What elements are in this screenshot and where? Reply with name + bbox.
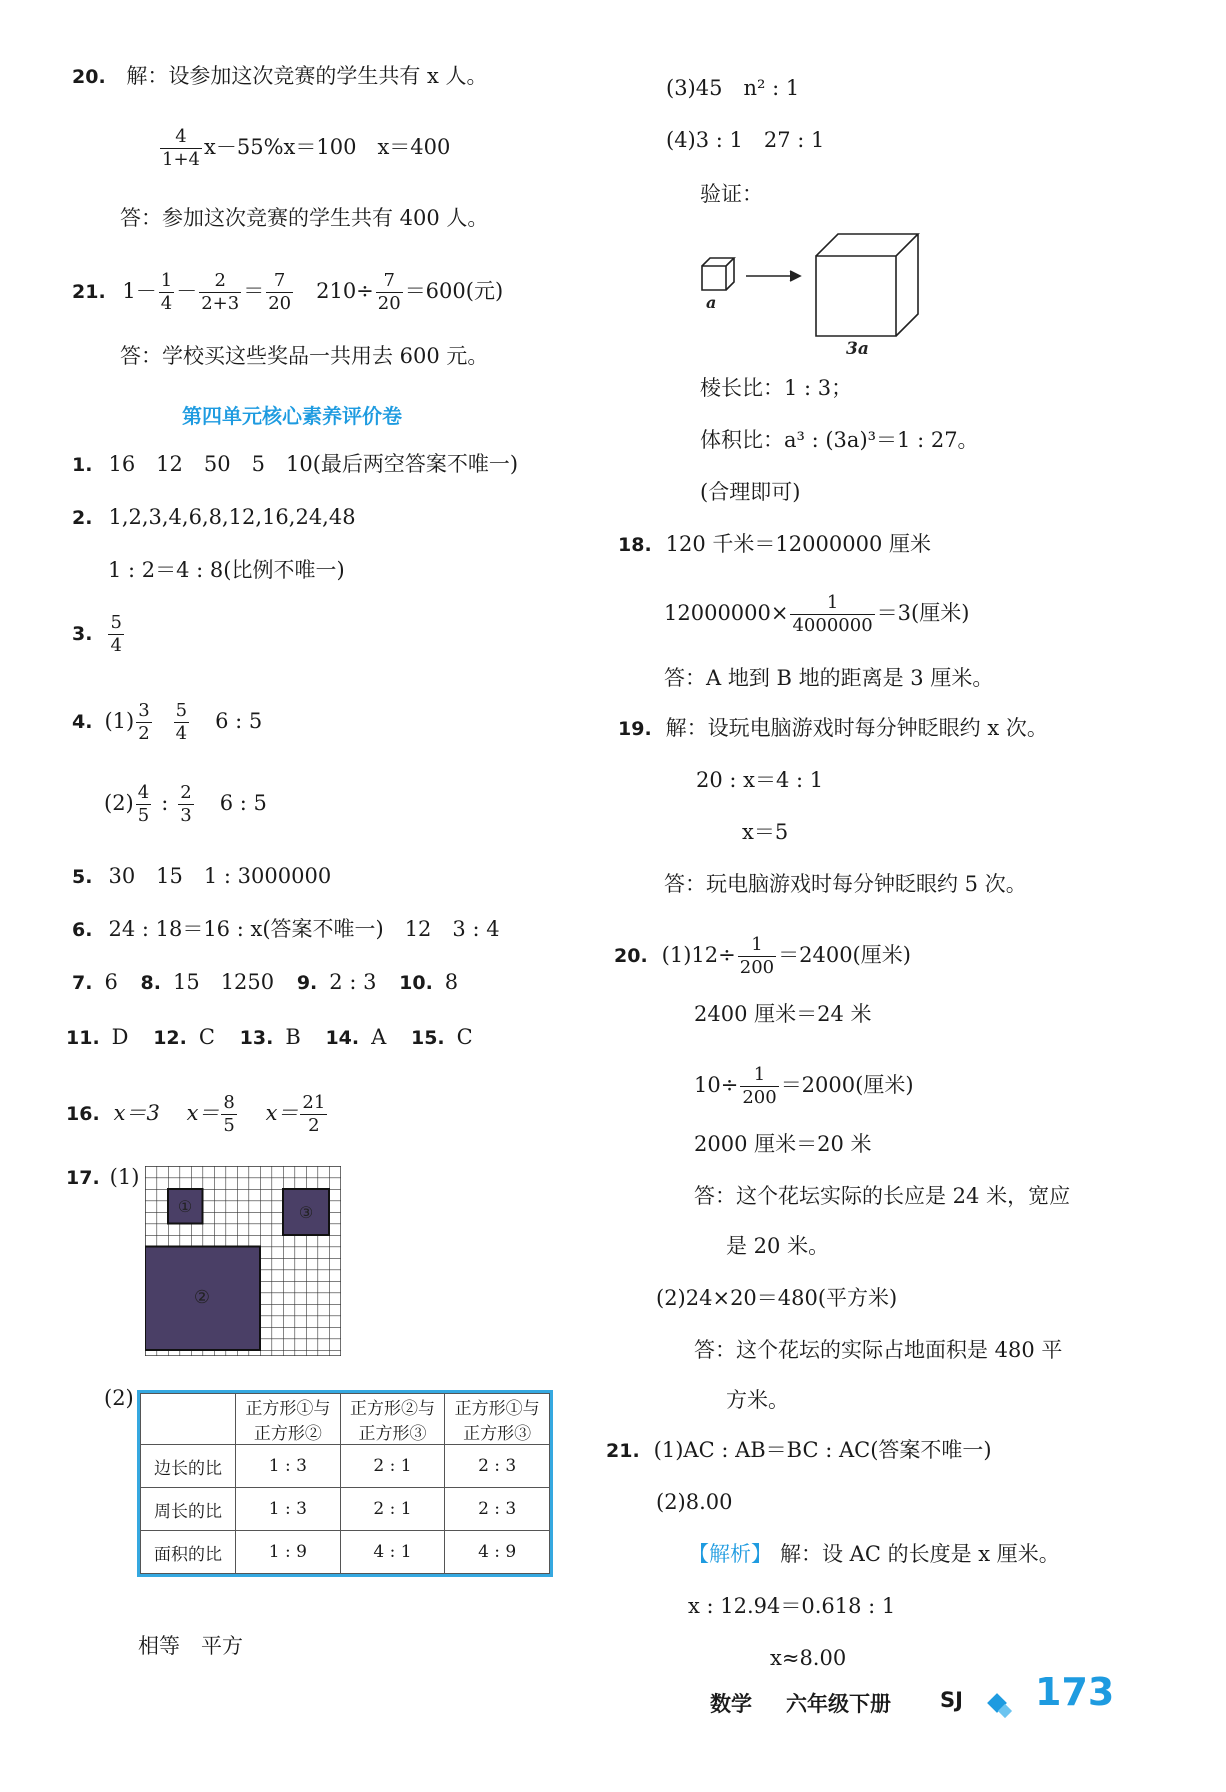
header-line: 正方形①与 bbox=[454, 1399, 540, 1419]
r-p4: (4)3 : 1 27 : 1 bbox=[666, 128, 825, 152]
table-cell: 2 : 1 bbox=[340, 1445, 445, 1488]
q4-b-f2 bbox=[178, 782, 193, 827]
q4-a-label: (1) bbox=[104, 709, 135, 733]
r19-line1 bbox=[618, 714, 1048, 743]
q14-val: A bbox=[371, 1025, 387, 1049]
q20-num: 20. bbox=[72, 66, 106, 88]
frac-den: 4 bbox=[175, 723, 188, 744]
frac-num: 1 bbox=[738, 934, 776, 957]
q20r-l1b: ＝2400(厘米) bbox=[778, 943, 911, 967]
r-volume: 体积比：a³ : (3a)³＝1 : 27。 bbox=[700, 428, 979, 452]
r21-line3 bbox=[688, 1540, 1060, 1568]
row-label: 周长的比 bbox=[141, 1488, 236, 1531]
q19-num: 19. bbox=[618, 718, 652, 740]
frac-den: 20 bbox=[268, 293, 292, 314]
cube-diagram bbox=[698, 228, 928, 358]
frac-den: 5 bbox=[137, 805, 150, 826]
q15-num: 15. bbox=[410, 1027, 445, 1049]
table-cell: 2 : 1 bbox=[340, 1488, 445, 1531]
frac-num: 2 bbox=[199, 270, 241, 293]
q21-f3 bbox=[266, 270, 293, 315]
q20-frac bbox=[160, 126, 202, 171]
q20r-l3b: ＝2000(厘米) bbox=[780, 1073, 914, 1097]
frac-num: 8 bbox=[223, 1092, 235, 1113]
header-line: 正方形①与 bbox=[245, 1399, 331, 1419]
q20-equation bbox=[158, 126, 450, 171]
row-label: 面积的比 bbox=[141, 1531, 236, 1574]
q21r-num: 21. bbox=[606, 1440, 640, 1462]
frac-den: 4 bbox=[110, 635, 122, 656]
q8-num: 8. bbox=[140, 972, 161, 994]
r20-ans2: 答：这个花坛的实际占地面积是 480 平 bbox=[694, 1338, 1063, 1362]
q4-a-f1 bbox=[136, 700, 151, 745]
q11-val: D bbox=[111, 1025, 129, 1049]
q7-line bbox=[72, 968, 458, 997]
footer-subject: 数学 bbox=[710, 1692, 752, 1716]
frac-den: 1+4 bbox=[162, 149, 200, 170]
q1-line bbox=[72, 450, 518, 479]
q1-num: 1. bbox=[72, 454, 93, 476]
frac-den: 2+3 bbox=[201, 293, 240, 314]
r21-line2: (2)8.00 bbox=[656, 1490, 733, 1514]
frac-num: 21 bbox=[302, 1092, 326, 1113]
r21-line5: x≈8.00 bbox=[770, 1646, 847, 1670]
q21-num: 21. bbox=[72, 281, 106, 303]
header-line: 正方形② bbox=[253, 1424, 322, 1444]
frac-num: 7 bbox=[376, 270, 403, 293]
ratio-table bbox=[140, 1393, 550, 1574]
analysis-tag: 【解析】 bbox=[688, 1542, 772, 1566]
q20-line bbox=[72, 62, 488, 91]
q10-num: 10. bbox=[399, 972, 433, 994]
table-header bbox=[340, 1394, 445, 1445]
table-corner bbox=[141, 1394, 236, 1445]
q9-num: 9. bbox=[296, 972, 318, 994]
q10-val: 8 bbox=[444, 970, 459, 994]
q21-p5: ＝600(元) bbox=[404, 279, 504, 303]
q17-tail: 相等 平方 bbox=[138, 1634, 243, 1658]
q5-line bbox=[72, 862, 331, 891]
q4-b-f1 bbox=[136, 782, 151, 827]
r20-line3 bbox=[694, 1064, 914, 1109]
q21r-l1: (1)AC : AB＝BC : AC(答案不唯一) bbox=[653, 1438, 992, 1462]
q16-b: x＝ bbox=[186, 1101, 220, 1125]
frac-den: 5 bbox=[223, 1115, 235, 1136]
frac-den: 4 bbox=[160, 293, 173, 314]
frac-num: 2 bbox=[180, 782, 192, 803]
r-verify: 验证： bbox=[700, 182, 763, 206]
table-cell: 4 : 9 bbox=[445, 1531, 550, 1574]
square-2-label: ② bbox=[193, 1287, 211, 1308]
q21-p3: ＝ bbox=[243, 279, 265, 303]
footer-grade: 六年级下册 bbox=[786, 1692, 891, 1716]
q4-b-label: (2) bbox=[104, 791, 134, 815]
q16-line bbox=[66, 1092, 329, 1137]
frac-den: 200 bbox=[742, 1087, 777, 1108]
q16-c-frac bbox=[300, 1092, 327, 1137]
q3-num: 3. bbox=[72, 623, 93, 645]
r19-line2: 20 : x＝4 : 1 bbox=[696, 768, 824, 792]
q16-c: x＝ bbox=[265, 1101, 299, 1125]
q7-val: 6 bbox=[104, 970, 118, 994]
q18-l2b: ＝3(厘米) bbox=[876, 601, 970, 625]
r20-line1 bbox=[614, 934, 911, 979]
frac-num: 1 bbox=[740, 1064, 778, 1087]
page-number: 173 bbox=[1035, 1670, 1115, 1714]
section-title: 第四单元核心素养评价卷 bbox=[182, 404, 402, 428]
q21-p1: 1－ bbox=[122, 279, 157, 303]
r20-line5: (2)24×20＝480(平方米) bbox=[656, 1286, 898, 1310]
q16-num: 16. bbox=[66, 1103, 100, 1125]
frac-den: 4000000 bbox=[792, 615, 873, 636]
q20r-l1a: (1)12÷ bbox=[661, 943, 736, 967]
q21-line bbox=[72, 270, 503, 315]
table-cell: 1 : 9 bbox=[236, 1531, 341, 1574]
q4-num: 4. bbox=[72, 711, 93, 733]
q20-answer: 答：参加这次竞赛的学生共有 400 人。 bbox=[120, 206, 489, 230]
r20-line2: 2400 厘米＝24 米 bbox=[694, 1002, 872, 1026]
q17-num: 17. bbox=[66, 1167, 100, 1189]
q5-text: 30 15 1 : 3000000 bbox=[108, 864, 332, 888]
q18-num: 18. bbox=[618, 534, 652, 556]
q17-label1: (1) bbox=[109, 1165, 140, 1189]
q4-line-b bbox=[104, 782, 267, 827]
header-line: 正方形③ bbox=[358, 1424, 427, 1444]
r-edge: 棱长比：1 : 3； bbox=[700, 376, 853, 400]
table-cell: 1 : 3 bbox=[236, 1488, 341, 1531]
q21r-l3: 解：设 AC 的长度是 x 厘米。 bbox=[780, 1542, 1060, 1566]
q13-num: 13. bbox=[239, 1027, 274, 1049]
q7-num: 7. bbox=[72, 972, 93, 994]
q2-line bbox=[72, 503, 356, 532]
r-reasonable: (合理即可) bbox=[700, 480, 801, 504]
q20r-num: 20. bbox=[614, 945, 648, 967]
q4-b-colon: : bbox=[161, 791, 169, 815]
q11-line bbox=[66, 1023, 473, 1052]
q18-l1: 120 千米＝12000000 厘米 bbox=[665, 532, 931, 556]
q21-answer: 答：学校买这些奖品一共用去 600 元。 bbox=[120, 344, 489, 368]
q6-num: 6. bbox=[72, 919, 93, 941]
frac-den: 2 bbox=[138, 723, 150, 744]
q6-line bbox=[72, 915, 500, 944]
q6-text: 24 : 18＝16 : x(答案不唯一) 12 3 : 4 bbox=[108, 917, 500, 941]
frac-den: 3 bbox=[180, 805, 192, 826]
table-cell: 1 : 3 bbox=[236, 1445, 341, 1488]
q16-b-frac bbox=[221, 1092, 236, 1137]
small-cube-label: a bbox=[706, 293, 717, 312]
square-1-label: ① bbox=[177, 1197, 193, 1216]
row-label: 边长的比 bbox=[141, 1445, 236, 1488]
q15-val: C bbox=[456, 1025, 473, 1049]
q21-p2: － bbox=[176, 279, 198, 303]
q3-frac bbox=[108, 612, 123, 657]
header-line: 正方形③ bbox=[463, 1424, 532, 1444]
table-header-row bbox=[141, 1394, 550, 1445]
q4-line-a bbox=[72, 700, 262, 745]
square-3-label: ③ bbox=[298, 1203, 314, 1222]
q4-a-rest: 6 : 5 bbox=[215, 709, 263, 733]
frac-den: 200 bbox=[739, 957, 775, 978]
q4-b-rest: 6 : 5 bbox=[219, 791, 267, 815]
q17-label2: (2) bbox=[104, 1386, 134, 1410]
table-row bbox=[141, 1531, 550, 1574]
q2-num: 2. bbox=[72, 507, 93, 529]
r20-ans1: 答：这个花坛实际的长应是 24 米，宽应 bbox=[694, 1184, 1071, 1208]
q17-line bbox=[66, 1163, 139, 1192]
frac-num: 4 bbox=[160, 126, 202, 149]
r19-line3: x＝5 bbox=[742, 820, 789, 844]
frac-num: 3 bbox=[138, 700, 150, 721]
q21-p4: 210÷ bbox=[295, 279, 374, 303]
frac-num: 5 bbox=[110, 612, 122, 633]
q20r-l3a: 10÷ bbox=[694, 1073, 739, 1097]
q21-f4 bbox=[376, 270, 403, 315]
q21-f2 bbox=[199, 270, 241, 315]
q11-num: 11. bbox=[66, 1027, 100, 1049]
r18-answer: 答：A 地到 B 地的距离是 3 厘米。 bbox=[664, 666, 994, 690]
q18-frac bbox=[790, 592, 874, 637]
q2-text: 1,2,3,4,6,8,12,16,24,48 bbox=[108, 505, 356, 529]
q12-val: C bbox=[198, 1025, 215, 1049]
q8-val: 15 1250 bbox=[172, 970, 275, 994]
table-header bbox=[445, 1394, 550, 1445]
q2-line2: 1 : 2＝4 : 8(比例不唯一) bbox=[108, 558, 345, 582]
r20-ans2b: 方米。 bbox=[726, 1388, 789, 1412]
q14-num: 14. bbox=[325, 1027, 360, 1049]
q20-text: 解：设参加这次竞赛的学生共有 x 人。 bbox=[126, 64, 488, 88]
table-cell: 4 : 1 bbox=[340, 1531, 445, 1574]
q19-l1: 解：设玩电脑游戏时每分钟眨眼约 x 次。 bbox=[665, 716, 1048, 740]
frac-den: 2 bbox=[308, 1115, 320, 1136]
r21-line4: x : 12.94＝0.618 : 1 bbox=[688, 1594, 896, 1618]
frac-num: 5 bbox=[175, 700, 188, 721]
frac-num: 4 bbox=[137, 782, 150, 803]
q13-val: B bbox=[285, 1025, 301, 1049]
big-cube-label: 3a bbox=[846, 339, 869, 358]
r20-ans1b: 是 20 米。 bbox=[726, 1234, 830, 1258]
table-row bbox=[141, 1488, 550, 1531]
q4-a-f2 bbox=[174, 700, 189, 745]
q16-a: x＝3 bbox=[113, 1101, 160, 1125]
header-line: 正方形②与 bbox=[349, 1399, 435, 1419]
q20-eq-rest: x－55%x＝100 x＝400 bbox=[204, 135, 451, 159]
q20r-f2 bbox=[740, 1064, 778, 1109]
r-p3: (3)45 n² : 1 bbox=[666, 76, 800, 100]
table-header bbox=[236, 1394, 341, 1445]
q3-line bbox=[72, 612, 126, 657]
r18-line2 bbox=[664, 592, 969, 637]
r21-line1 bbox=[606, 1436, 992, 1465]
r20-line4: 2000 厘米＝20 米 bbox=[694, 1132, 872, 1156]
table-row bbox=[141, 1445, 550, 1488]
q9-val: 2 : 3 bbox=[329, 970, 377, 994]
square-grid-figure bbox=[145, 1166, 341, 1356]
table-cell: 2 : 3 bbox=[445, 1445, 550, 1488]
frac-den: 20 bbox=[377, 293, 401, 314]
q12-num: 12. bbox=[153, 1027, 187, 1049]
frac-num: 1 bbox=[160, 270, 173, 291]
q21-f1 bbox=[159, 270, 174, 315]
footer-edition: SJ bbox=[940, 1688, 963, 1712]
frac-num: 7 bbox=[266, 270, 293, 293]
q1-text: 16 12 50 5 10(最后两空答案不唯一) bbox=[108, 452, 519, 476]
table-cell: 2 : 3 bbox=[445, 1488, 550, 1531]
frac-num: 1 bbox=[790, 592, 874, 615]
q20r-f1 bbox=[738, 934, 776, 979]
q18-l2a: 12000000× bbox=[664, 601, 789, 625]
r19-answer: 答：玩电脑游戏时每分钟眨眼约 5 次。 bbox=[664, 872, 1027, 896]
r18-line1 bbox=[618, 530, 931, 559]
q5-num: 5. bbox=[72, 866, 93, 888]
